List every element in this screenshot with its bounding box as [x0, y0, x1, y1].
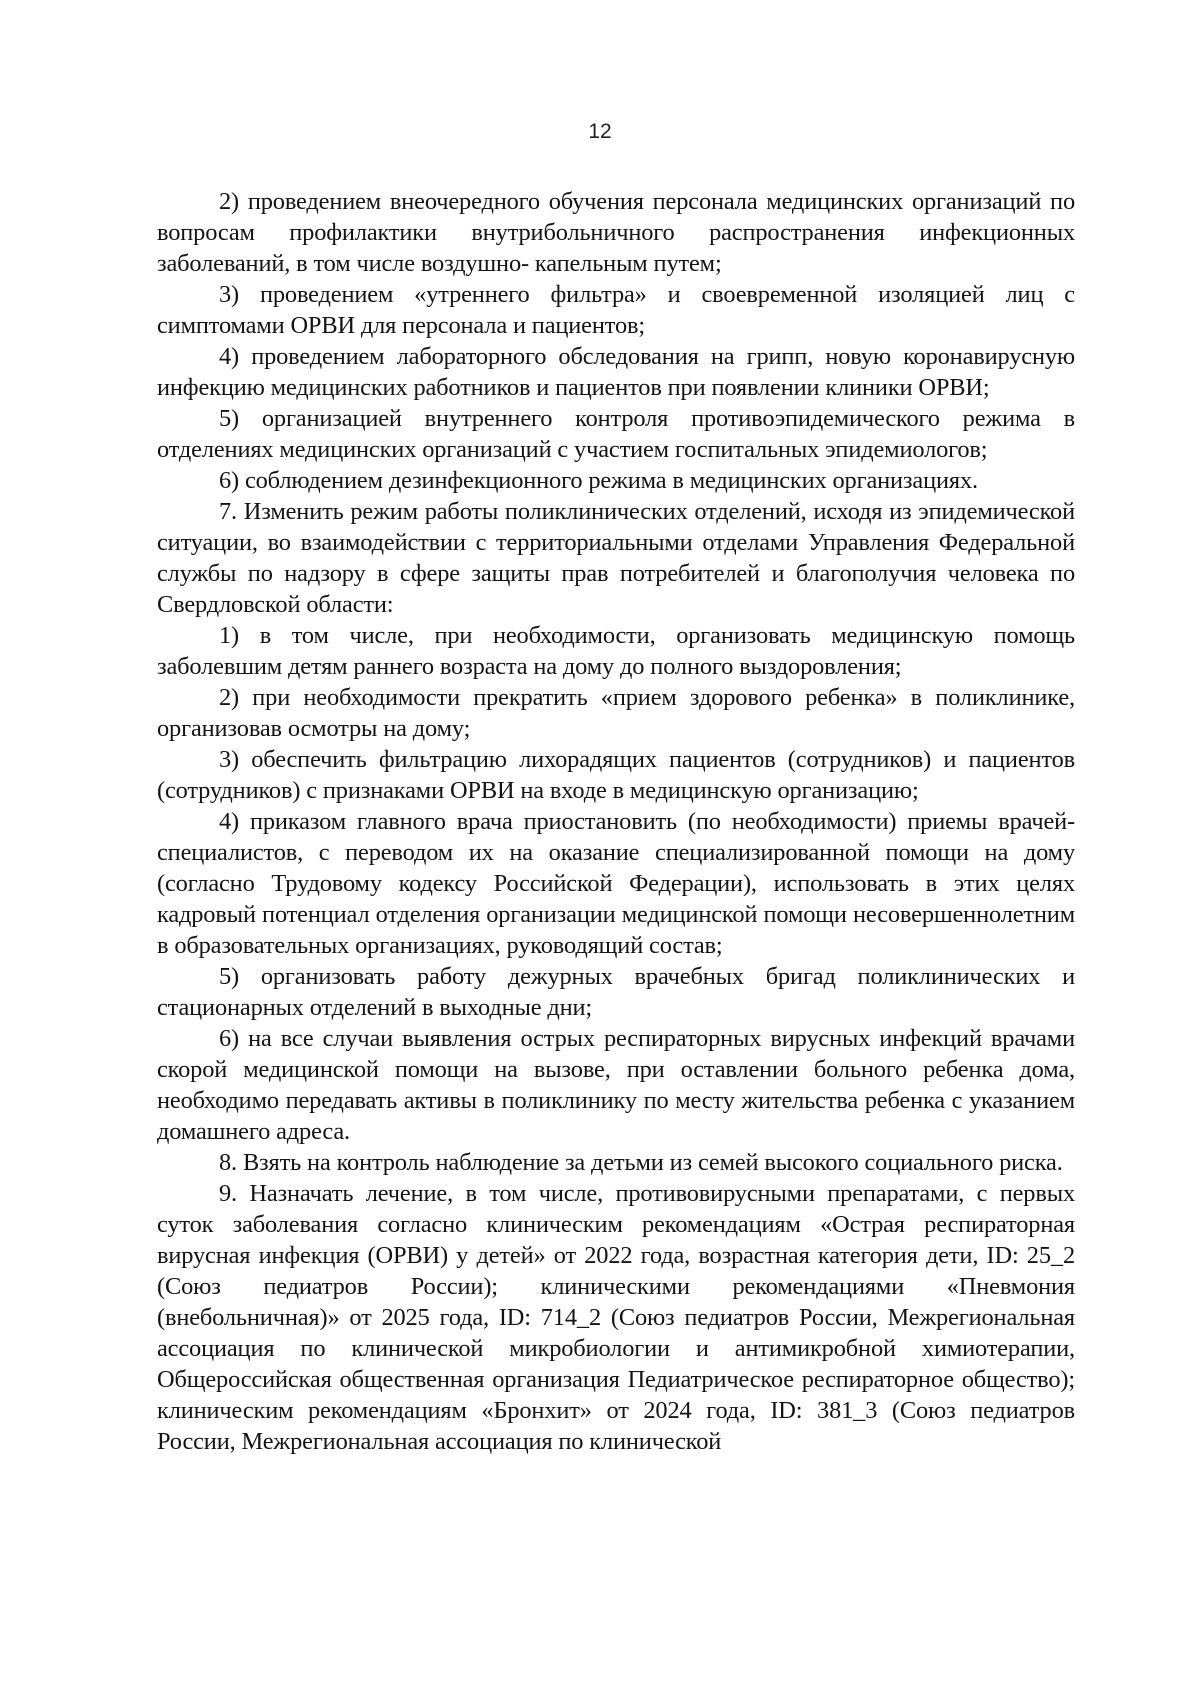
- paragraph-7-2-healthy-child-reception: 2) при необходимости прекратить «прием здорового ребенка» в поликлинике, организовав осмотры на дому;: [157, 684, 1075, 742]
- paragraph-7-1-home-care: 1) в том числе, при необходимости, организовать медицинскую помощь заболевшим детям раннего возраста на дому до полного выздоровления;: [157, 622, 1075, 680]
- paragraph-item-9-treatment: 9. Назначать лечение, в том числе, противовирусными препаратами, с первых суток заболевания согласно клиническим рекомендациям «Острая респираторная вирусная инфекция (ОРВИ) у детей» от 2022 года, возрастная категория дети, ID: 25_2 (Союз педиатров России); клиническими рекомендациями «Пневмония (внебольничная)» от 2025 года, ID: 714_2 (Союз педиатров России, Межрегиональная ассоциация по клинической микробиологии и антимикробной химиотерапии, Общероссийская общественная организация Педиатрическое респираторное общество); клиническим рекомендациям «Бронхит» от 2024 года, ID: 381_3 (Союз педиатров России, Межрегиональная ассоциация по клинической: [157, 1180, 1075, 1455]
- paragraph-6-disinfection: 6) соблюдением дезинфекционного режима в медицинских организациях.: [219, 467, 978, 494]
- paragraph-7-6-ambulance-reports: 6) на все случаи выявления острых респираторных вирусных инфекций врачами скорой медицинской помощи на вызове, при оставлении больного ребенка дома, необходимо передавать активы в поликлинику по месту жительства ребенка с указанием домашнего адреса.: [157, 1025, 1075, 1145]
- paragraph-3-morning-filter: 3) проведением «утреннего фильтра» и своевременной изоляцией лиц с симптомами ОРВИ для персонала и пациентов;: [157, 281, 1075, 339]
- paragraph-2-staff-training: 2) проведением внеочередного обучения персонала медицинских организаций по вопросам профилактики внутрибольничного распространения инфекционных заболеваний, в том числе воздушно- капельным путем;: [157, 188, 1075, 277]
- paragraph-item-7-clinic-schedule: 7. Изменить режим работы поликлинических отделений, исходя из эпидемической ситуации, во взаимодействии с территориальными отделами Управления Федеральной службы по надзору в сфере защиты прав потребителей и благополучия человека по Свердловской области:: [157, 498, 1075, 618]
- paragraph-7-5-duty-teams: 5) организовать работу дежурных врачебных бригад поликлинических и стационарных отделений в выходные дни;: [157, 963, 1075, 1021]
- paragraph-item-8-social-risk: 8. Взять на контроль наблюдение за детьми из семей высокого социального риска.: [219, 1149, 1063, 1176]
- document-body: [157, 186, 1075, 1457]
- paragraph-5-internal-control: 5) организацией внутреннего контроля противоэпидемического режима в отделениях медицинских организаций с участием госпитальных эпидемиологов;: [157, 405, 1075, 463]
- paragraph-4-lab-testing: 4) проведением лабораторного обследования на грипп, новую коронавирусную инфекцию медицинских работников и пациентов при появлении клиники ОРВИ;: [157, 343, 1075, 401]
- paragraph-7-4-specialists-suspension: 4) приказом главного врача приостановить (по необходимости) приемы врачей-специалистов, с переводом их на оказание специализированной помощи на дому (согласно Трудовому кодексу Российской Федерации), использовать в этих целях кадровый потенциал отделения организации медицинской помощи несовершеннолетним в образовательных организациях, руководящий состав;: [157, 808, 1075, 959]
- paragraph-7-3-fever-filtering: 3) обеспечить фильтрацию лихорадящих пациентов (сотрудников) и пациентов (сотрудников) с признаками ОРВИ на входе в медицинскую организацию;: [157, 746, 1075, 804]
- page-number: 12: [588, 120, 612, 143]
